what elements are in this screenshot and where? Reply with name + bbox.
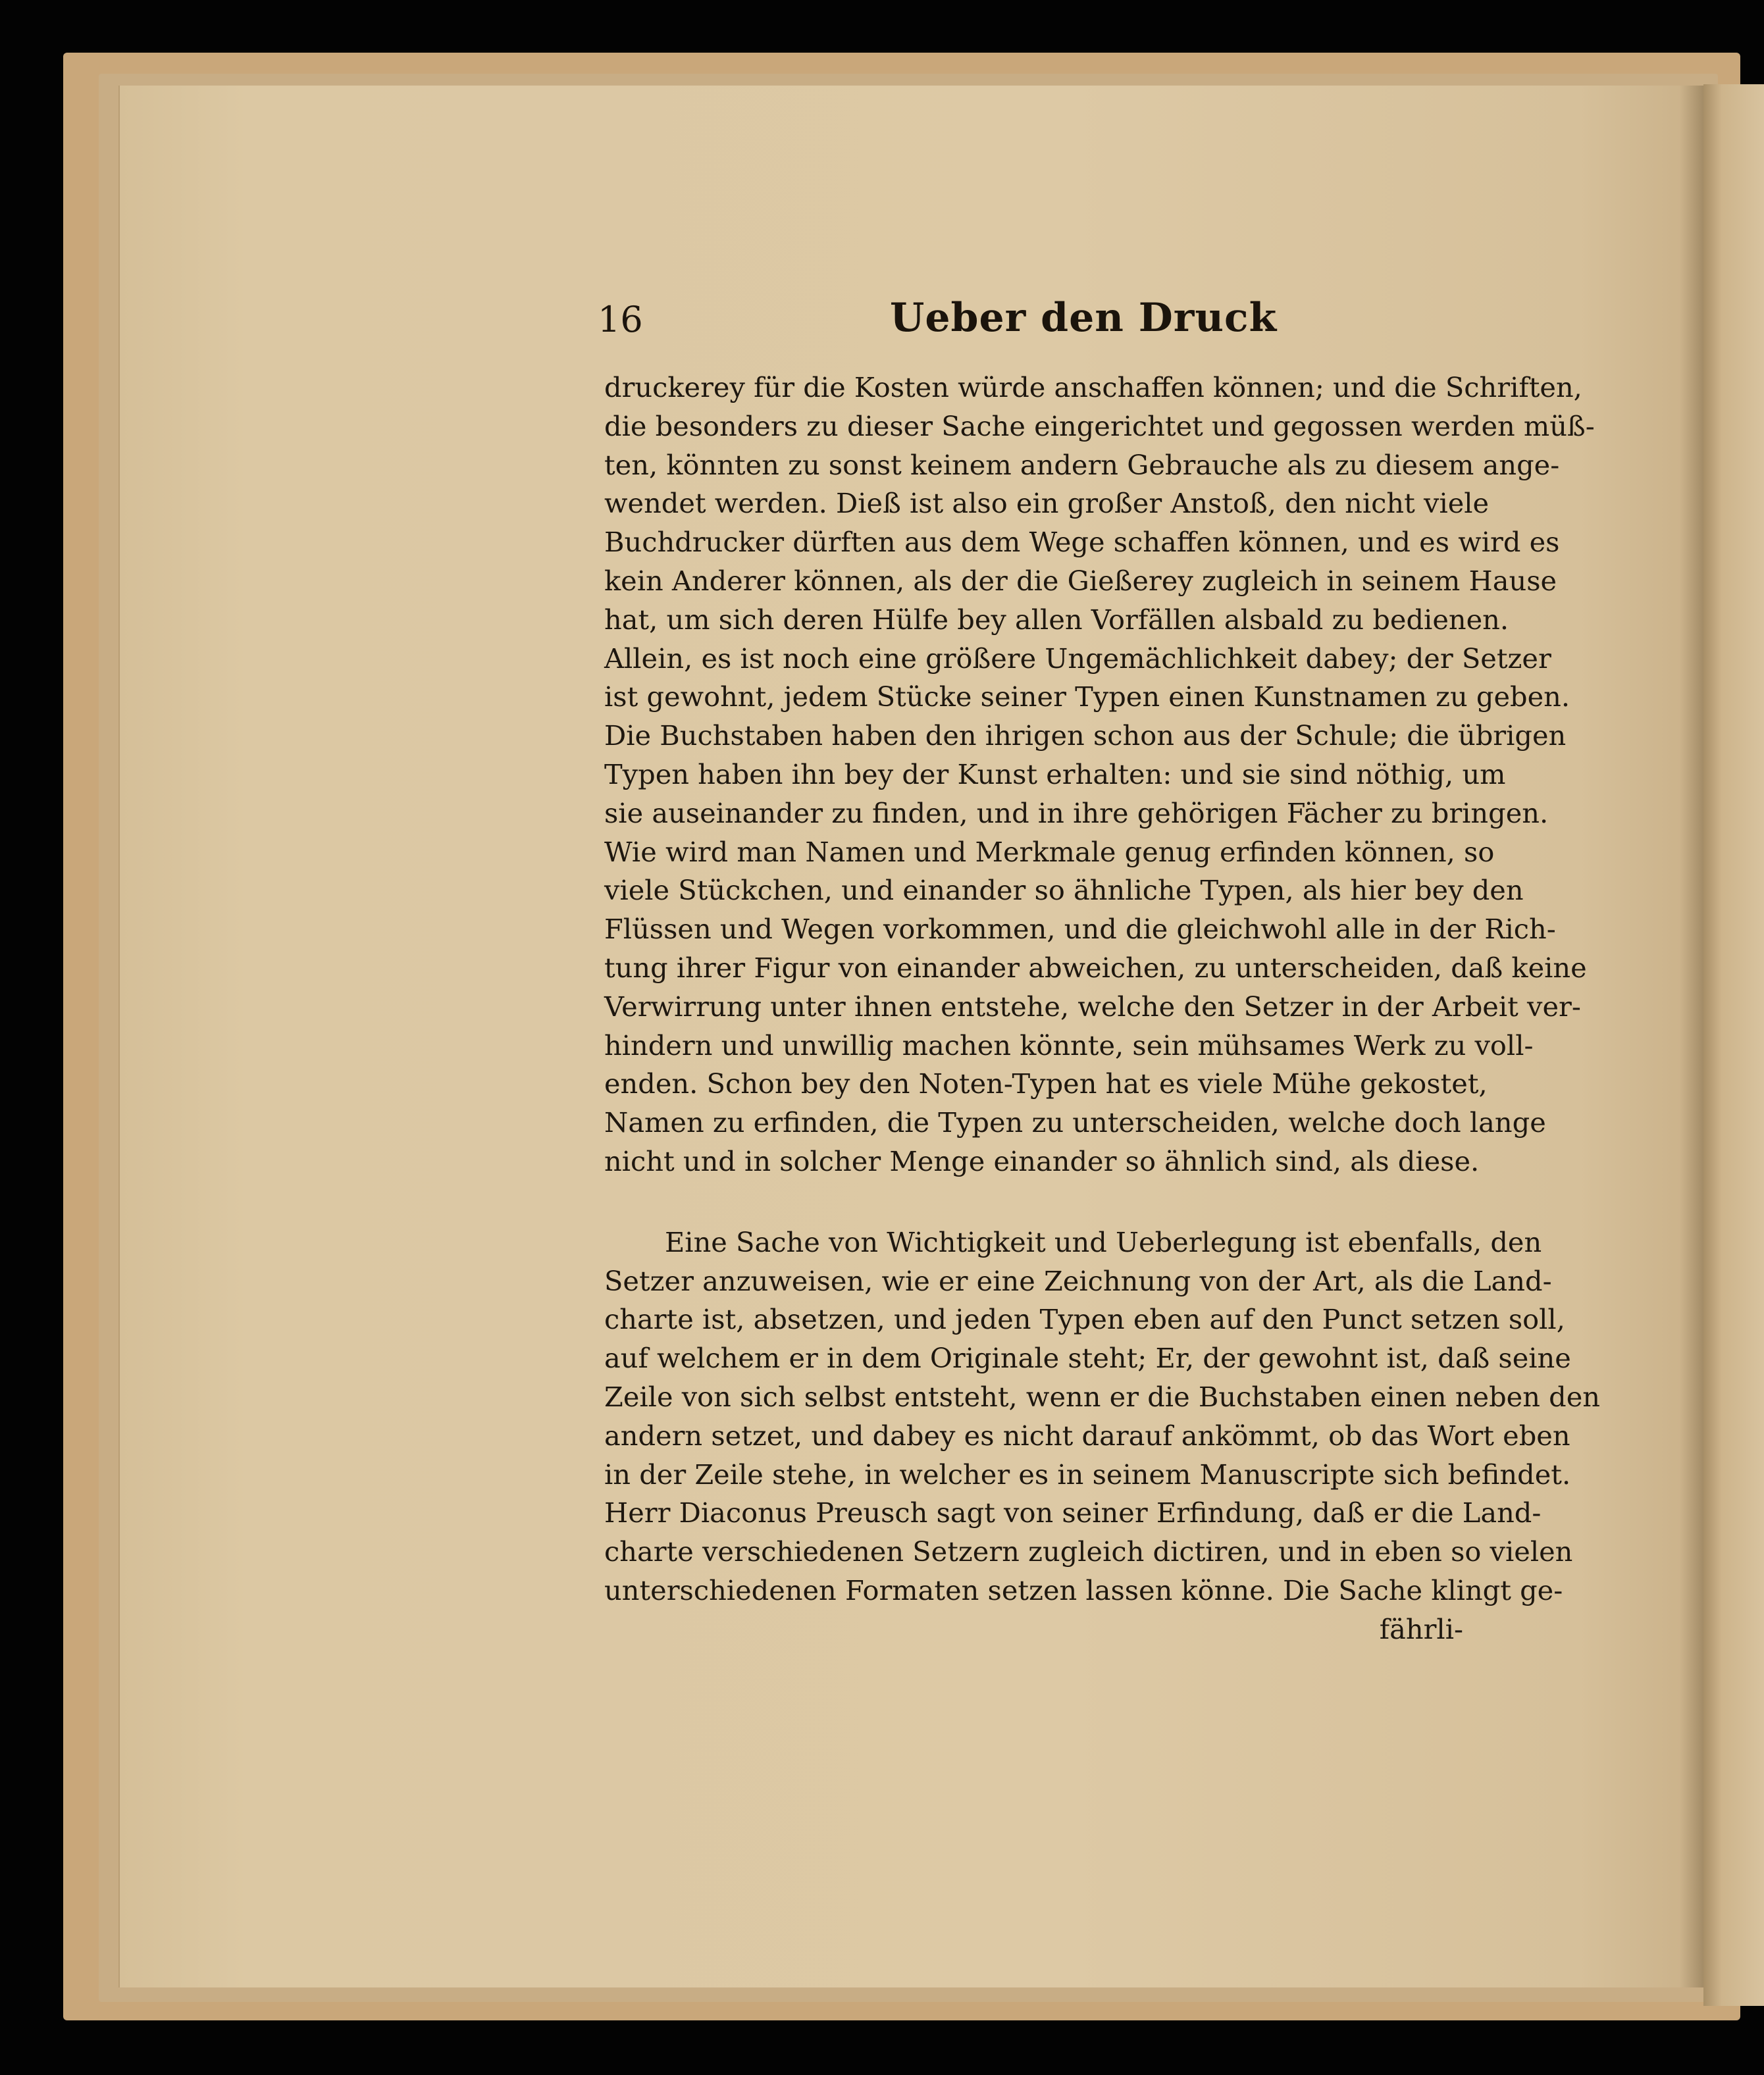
text-line: wendet werden. Dieß ist also ein großer Anstoß, den nicht viele [604,487,1490,520]
text-line: Allein, es ist noch eine größere Ungemächlichkeit dabey; der Setzer [604,642,1551,675]
text-line: hat, um sich deren Hülfe bey allen Vorfällen alsbald zu bedienen. [604,603,1509,636]
text-line: tung ihrer Figur von einander abweichen, zu unterscheiden, daß keine [604,951,1587,984]
text-line: nicht und in solcher Menge einander so ähnlich sind, als diese. [604,1144,1480,1177]
paragraph-2 [604,1223,1601,1610]
body-text [604,369,1601,1649]
text-line: viele Stückchen, und einander so ähnliche Typen, als hier bey den [604,874,1524,907]
gutter-shadow [1680,86,1706,1987]
text-line: ten, könnten zu sonst keinem andern Gebrauche als zu diesem ange- [604,448,1560,481]
text-line: Typen haben ihn bey der Kunst erhalten: und sie sind nöthig, um [604,757,1506,790]
text-line: Zeile von sich selbst entsteht, wenn er die Buchstaben einen neben den [604,1380,1601,1413]
text-line: die besonders zu dieser Sache eingerichtet und gegossen werden müß- [604,409,1595,442]
text-line: Verwirrung unter ihnen entstehe, welche den Setzer in der Arbeit ver- [604,990,1581,1023]
catchword: fährli- [1379,1612,1463,1645]
text-line: kein Anderer können, als der die Gießerey zugleich in seinem Hause [604,564,1557,597]
running-head [598,295,1473,358]
text-line: Namen zu erfinden, die Typen zu unterscheiden, welche doch lange [604,1106,1546,1139]
running-head-title: Ueber den Druck [890,295,1278,341]
text-line: unterschiedenen Formaten setzen lassen könne. Die Sache klingt ge- [604,1574,1563,1606]
text-line: charte verschiedenen Setzern zugleich dictiren, und in eben so vielen [604,1535,1573,1568]
text-line: sie auseinander zu finden, und in ihre gehörigen Fächer zu bringen. [604,796,1549,829]
text-line: Buchdrucker dürften aus dem Wege schaffen können, und es wird es [604,526,1560,559]
text-line: Wie wird man Namen und Merkmale genug erfinden können, so [604,835,1495,868]
text-line: auf welchem er in dem Originale steht; Er, der gewohnt ist, daß seine [604,1342,1571,1375]
text-line: Setzer anzuweisen, wie er eine Zeichnung von der Art, als die Land- [604,1264,1552,1297]
text-line: in der Zeile stehe, in welcher es in seinem Manuscripte sich befindet. [604,1458,1571,1491]
page-number: 16 [598,299,643,340]
text-line: enden. Schon bey den Noten-Typen hat es viele Mühe gekostet, [604,1067,1488,1100]
text-line: ist gewohnt, jedem Stücke seiner Typen einen Kunstnamen zu geben. [604,680,1570,713]
text-line: Flüssen und Wegen vorkommen, und die gleichwohl alle in der Rich- [604,913,1556,946]
paragraph-1 [604,369,1595,1181]
text-line: druckerey für die Kosten würde anschaffen können; und die Schriften, [604,371,1582,403]
text-line: hindern und unwillig machen könnte, sein mühsames Werk zu voll- [604,1029,1534,1062]
text-line: Herr Diaconus Preusch sagt von seiner Erfindung, daß er die Land- [604,1497,1542,1529]
text-line: andern setzet, und dabey es nicht darauf ankömmt, ob das Wort eben [604,1419,1570,1452]
text-line: Die Buchstaben haben den ihrigen schon aus der Schule; die übrigen [604,719,1567,752]
text-line: charte ist, absetzen, und jeden Typen eben auf den Punct setzen soll, [604,1303,1565,1336]
facing-page-edge [1703,84,1764,2006]
paragraph-gap [604,1181,1463,1223]
text-line: Eine Sache von Wichtigkeit und Ueberlegung ist ebenfalls, den [665,1225,1542,1258]
